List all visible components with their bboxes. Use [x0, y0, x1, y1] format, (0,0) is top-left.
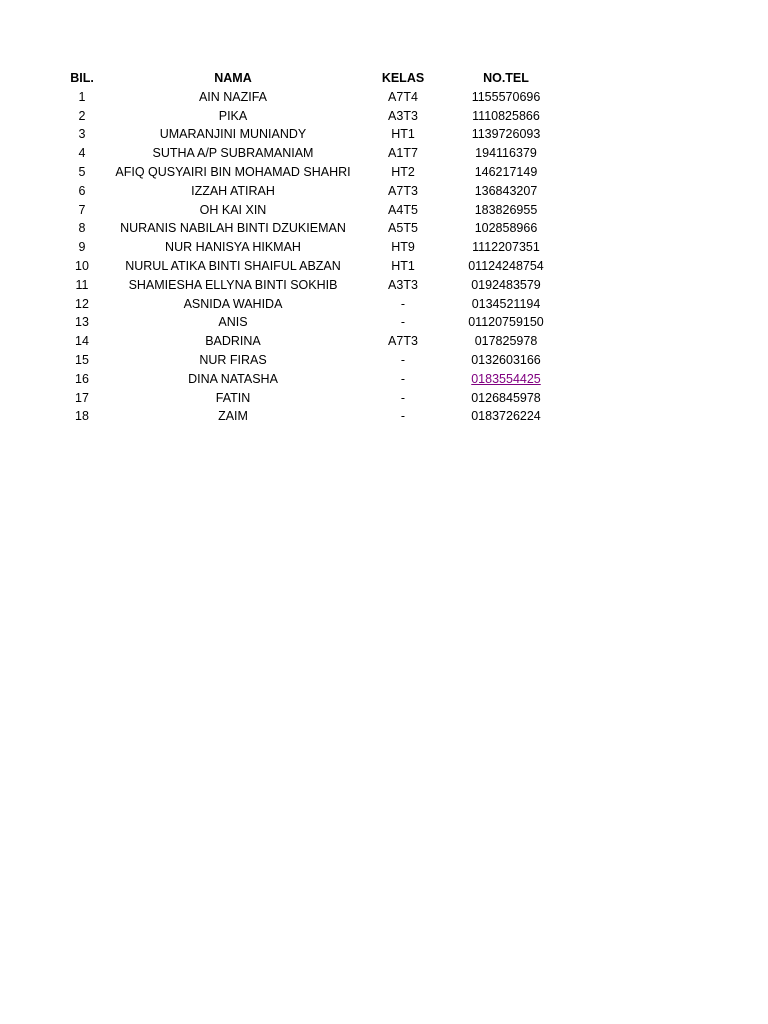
cell-nama: AFIQ QUSYAIRI BIN MOHAMAD SHAHRI	[115, 164, 351, 179]
cell-notel: 183826955	[474, 202, 538, 217]
cell-notel: 017825978	[474, 334, 538, 349]
table-row	[0, 389, 768, 408]
cell-bil: 15	[75, 352, 89, 367]
cell-notel: 1112207351	[472, 240, 540, 255]
cell-bil: 5	[78, 164, 86, 179]
cell-kelas: A4T5	[388, 202, 418, 217]
cell-kelas: HT9	[391, 240, 415, 255]
cell-notel: 136843207	[474, 183, 538, 198]
cell-nama: AIN NAZIFA	[198, 89, 268, 104]
table-row	[0, 313, 768, 332]
cell-kelas: -	[400, 371, 406, 386]
cell-nama: ASNIDA WAHIDA	[183, 296, 283, 311]
cell-nama: DINA NATASHA	[188, 371, 278, 386]
cell-kelas: A7T3	[388, 334, 418, 349]
table-row	[0, 144, 768, 163]
cell-bil: 12	[75, 296, 89, 311]
table-row	[0, 182, 768, 201]
cell-bil: 2	[78, 108, 86, 123]
cell-nama: NUR HANISYA HIKMAH	[165, 240, 301, 255]
table-row	[0, 238, 768, 257]
cell-bil: 7	[78, 202, 86, 217]
table-row	[0, 163, 768, 182]
cell-notel: 146217149	[474, 164, 538, 179]
cell-nama: BADRINA	[205, 334, 261, 349]
cell-kelas: -	[400, 352, 406, 367]
cell-bil: 10	[75, 258, 89, 273]
cell-notel: 01120759150	[468, 315, 544, 330]
table-row	[0, 295, 768, 314]
cell-kelas: A7T4	[388, 89, 418, 104]
table-row	[0, 407, 768, 426]
cell-kelas: -	[400, 390, 406, 405]
table-row	[0, 201, 768, 220]
cell-notel: 0183726224	[471, 409, 541, 424]
cell-nama: SUTHA A/P SUBRAMANIAM	[152, 146, 314, 161]
table-row	[0, 107, 768, 126]
table-row	[0, 370, 768, 389]
table-row	[0, 276, 768, 295]
header-bil: BIL.	[70, 71, 94, 85]
table-row	[0, 88, 768, 107]
table-row	[0, 257, 768, 276]
table-row	[0, 332, 768, 351]
cell-bil: 9	[78, 240, 86, 255]
table-row	[0, 351, 768, 370]
cell-notel: 0132603166	[471, 352, 541, 367]
cell-bil: 18	[75, 409, 89, 424]
cell-nama: OH KAI XIN	[199, 202, 267, 217]
cell-nama: ZAIM	[218, 409, 248, 424]
cell-bil: 8	[78, 221, 86, 236]
cell-notel: 0126845978	[471, 390, 541, 405]
cell-bil: 11	[75, 277, 89, 292]
header-kelas: KELAS	[381, 71, 425, 85]
cell-kelas: A3T3	[388, 277, 418, 292]
cell-nama: PIKA	[218, 108, 248, 123]
cell-kelas: A3T3	[388, 108, 418, 123]
cell-kelas: HT1	[391, 258, 415, 273]
cell-nama: UMARANJINI MUNIANDY	[159, 127, 307, 142]
cell-nama: NUR FIRAS	[199, 352, 267, 367]
cell-kelas: HT2	[391, 164, 415, 179]
cell-bil: 16	[75, 371, 89, 386]
cell-nama: NURUL ATIKA BINTI SHAIFUL ABZAN	[125, 258, 341, 273]
cell-kelas: HT1	[391, 127, 415, 142]
cell-notel: 1110825866	[472, 108, 540, 123]
cell-bil: 3	[78, 127, 86, 142]
table-row	[0, 219, 768, 238]
header-notel: NO.TEL	[483, 71, 529, 85]
cell-bil: 13	[75, 315, 89, 330]
cell-kelas: -	[400, 409, 406, 424]
cell-nama: IZZAH ATIRAH	[191, 183, 275, 198]
cell-kelas: A7T3	[388, 183, 418, 198]
table-row	[0, 125, 768, 144]
cell-bil: 1	[78, 89, 86, 104]
cell-bil: 4	[78, 146, 86, 161]
cell-notel: 01124248754	[468, 258, 544, 273]
cell-notel: 1139726093	[471, 127, 541, 142]
cell-notel: 0192483579	[471, 277, 541, 292]
cell-nama: FATIN	[215, 390, 251, 405]
cell-kelas: -	[400, 315, 406, 330]
cell-nama: ANIS	[218, 315, 248, 330]
cell-kelas: A1T7	[388, 146, 418, 161]
cell-kelas: A5T5	[388, 221, 418, 236]
phone-link[interactable]: 0183554425	[471, 371, 541, 386]
cell-notel: 194116379	[475, 146, 537, 161]
cell-bil: 14	[75, 334, 89, 349]
cell-kelas: -	[400, 296, 406, 311]
cell-notel: 102858966	[474, 221, 538, 236]
cell-bil: 6	[78, 183, 86, 198]
header-nama: NAMA	[214, 71, 252, 85]
contact-table	[0, 69, 768, 426]
cell-bil: 17	[75, 390, 89, 405]
table-header-row	[0, 69, 768, 88]
cell-nama: NURANIS NABILAH BINTI DZUKIEMAN	[120, 221, 346, 236]
cell-notel: 0134521194	[471, 296, 541, 311]
cell-notel: 1155570696	[471, 89, 541, 104]
cell-nama: SHAMIESHA ELLYNA BINTI SOKHIB	[128, 277, 338, 292]
